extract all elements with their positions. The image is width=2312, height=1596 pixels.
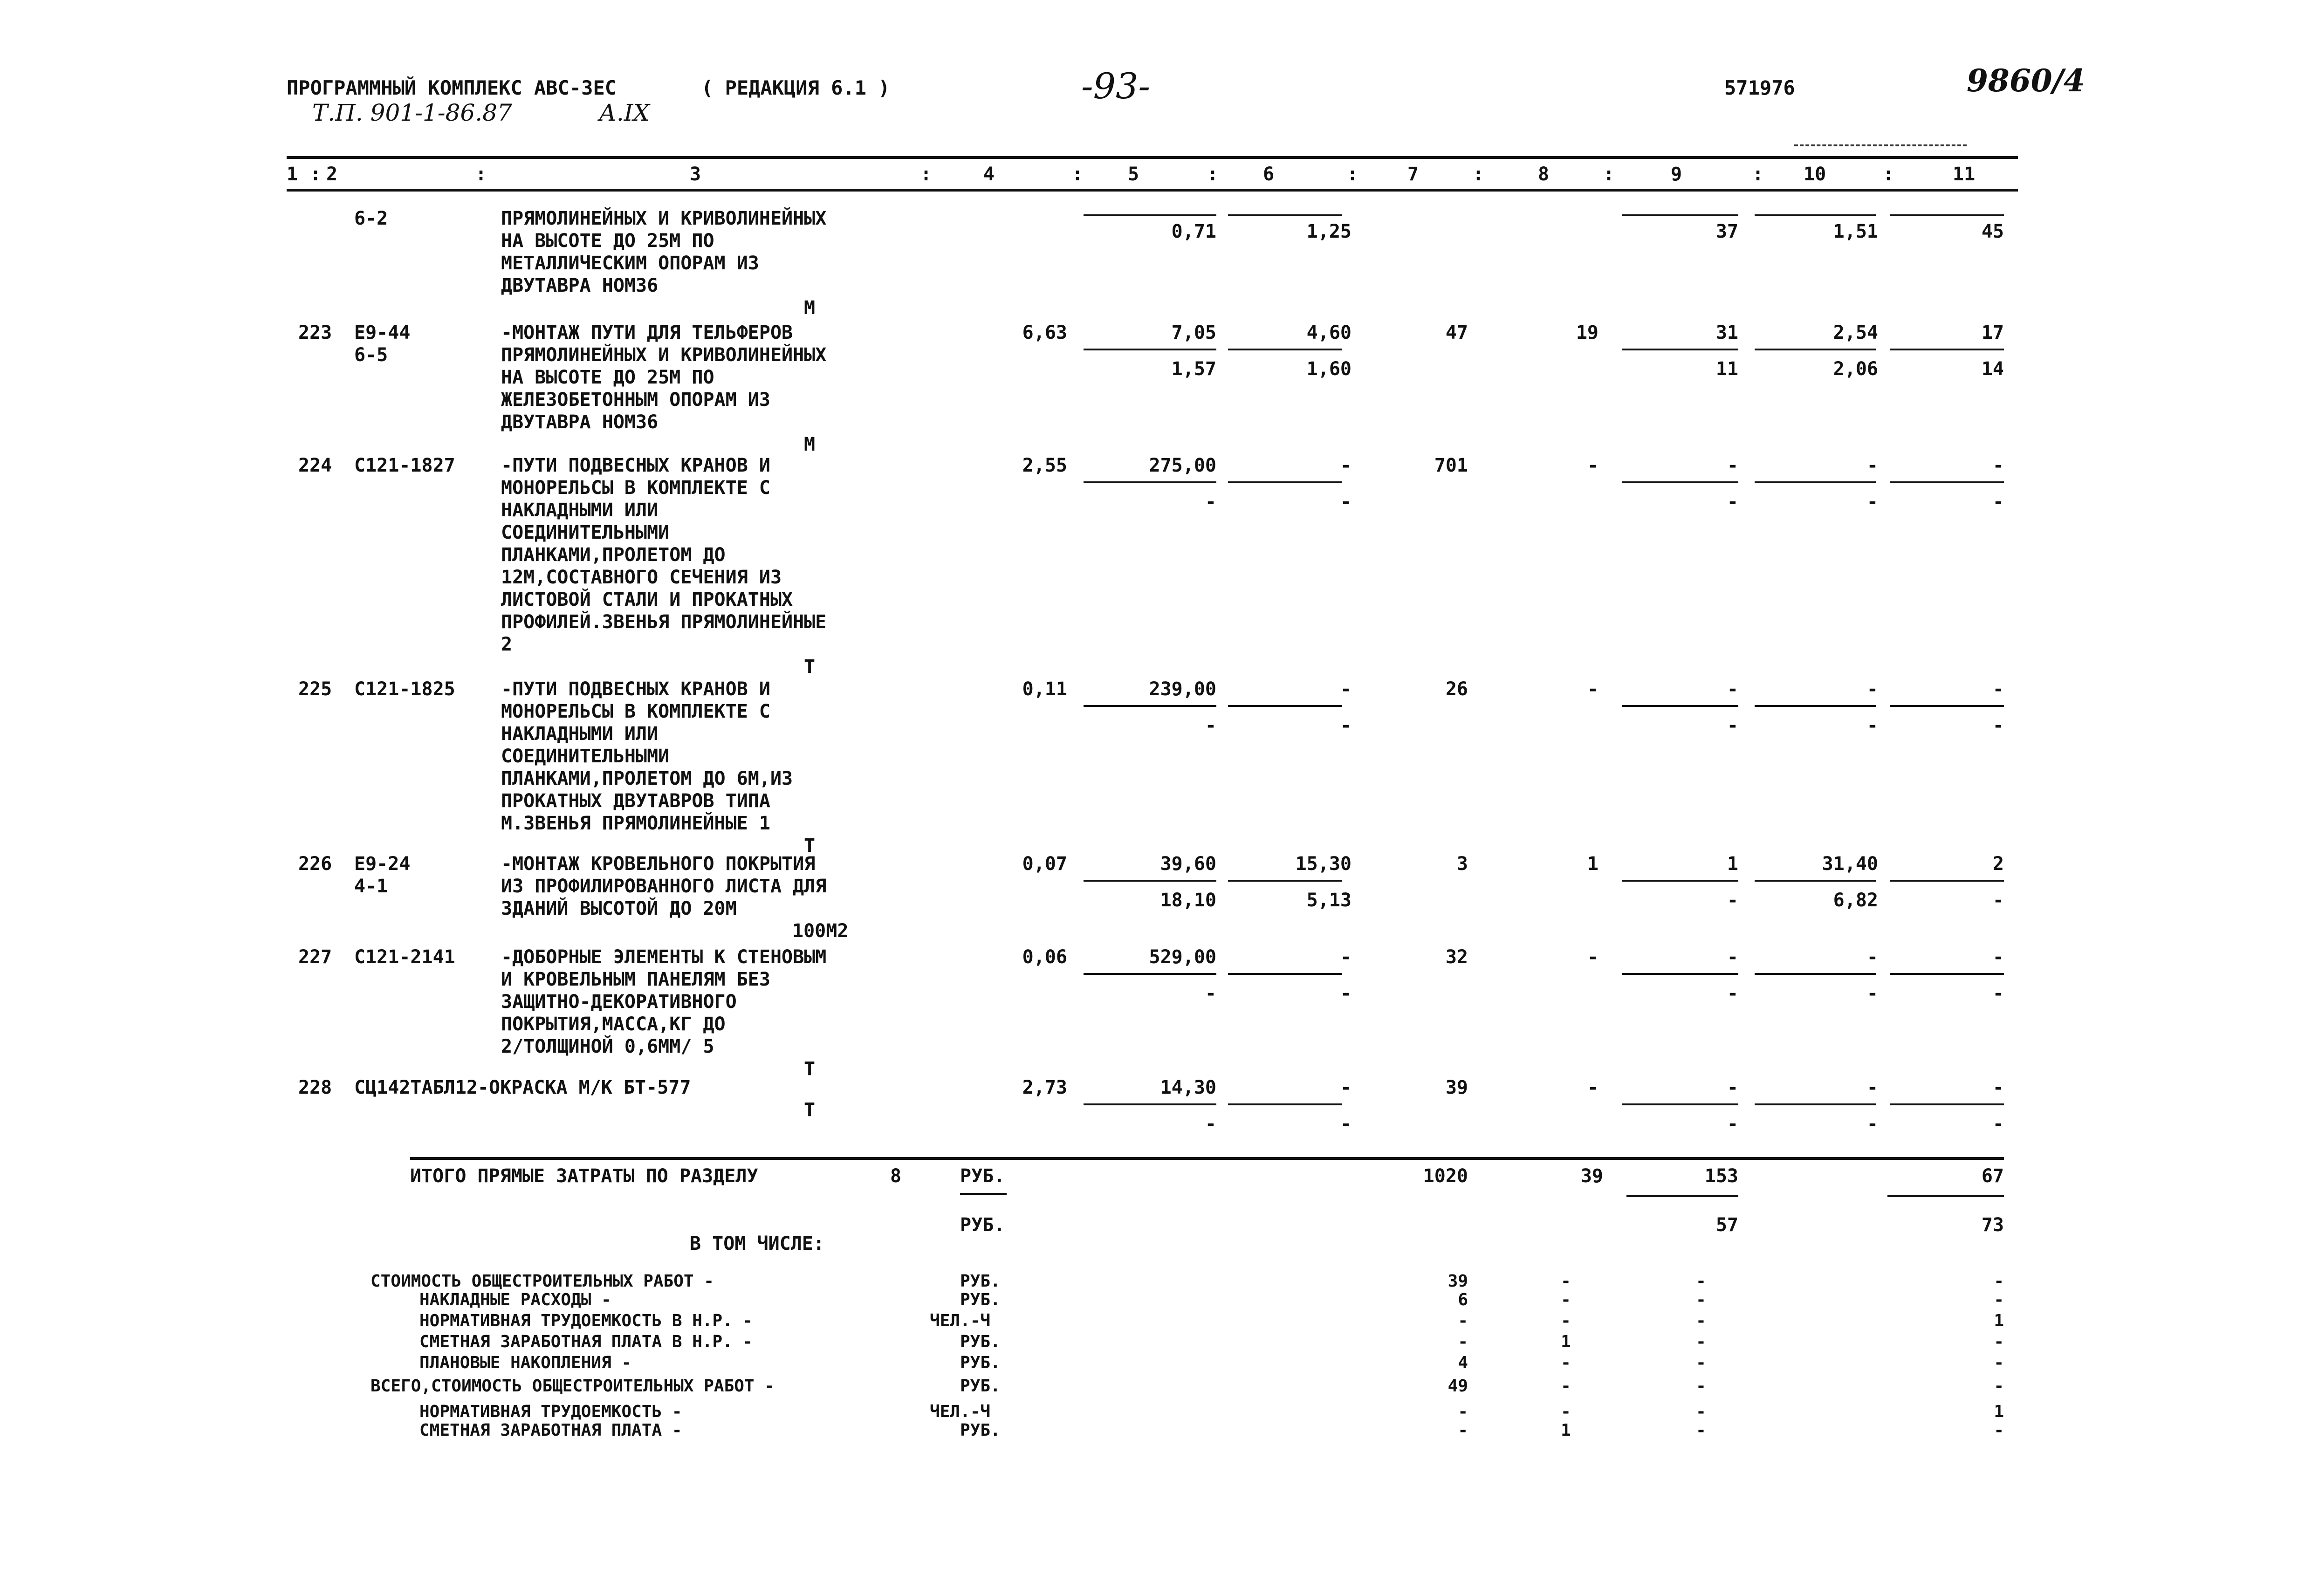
- row-value-c7: 3: [1456, 853, 1468, 875]
- summary-col7: -: [1458, 1332, 1468, 1351]
- row-rule-11: [1890, 1103, 2004, 1105]
- row-code: СЦ142ТАБЛ12-ОКРАСКА М/К БТ-577: [354, 1077, 691, 1098]
- row-bottom-5: 1,57: [1171, 358, 1216, 380]
- row-rule-10: [1755, 481, 1876, 483]
- row-value-c4: 6,63: [1022, 322, 1067, 343]
- row-bottom-11: 45: [1981, 221, 2004, 242]
- row-value-c10: 31,40: [1822, 853, 1878, 875]
- row-bottom-6: -: [1340, 491, 1352, 513]
- row-value-c9: -: [1727, 1077, 1738, 1098]
- row-value-c6: -: [1340, 1077, 1352, 1098]
- row-value-c8: -: [1587, 455, 1599, 476]
- handwritten-stamp: 9860/4: [1967, 62, 2085, 99]
- row-bottom-11: -: [1992, 983, 2004, 1004]
- total-col8: 39: [1580, 1165, 1603, 1187]
- total-unit-2: РУБ.: [960, 1214, 1005, 1236]
- row-bottom-11: 14: [1981, 358, 2004, 380]
- row-description-line: -ПУТИ ПОДВЕСНЫХ КРАНОВ И: [501, 455, 770, 476]
- summary-unit: ЧЕЛ.-Ч: [930, 1402, 991, 1421]
- row-description-line: ЖЕЛЕЗОБЕТОННЫМ ОПОРАМ ИЗ: [501, 389, 770, 411]
- row-value-c11: -: [1992, 1077, 2004, 1098]
- summary-col8: 1: [1561, 1421, 1571, 1440]
- row-unit: М: [804, 297, 816, 319]
- row-bottom-10: 6,82: [1833, 890, 1878, 911]
- row-value-c6: -: [1340, 946, 1352, 968]
- row-description-line: ПЛАНКАМИ,ПРОЛЕТОМ ДО 6М,ИЗ: [501, 768, 793, 789]
- header-top-dashes: [1794, 144, 1967, 146]
- row-number: 227: [298, 946, 332, 968]
- summary-label: СМЕТНАЯ ЗАРАБОТНАЯ ПЛАТА -: [419, 1421, 682, 1440]
- row-bottom-11: -: [1992, 890, 2004, 911]
- row-rule-9: [1622, 973, 1738, 975]
- row-description-line: ЛИСТОВОЙ СТАЛИ И ПРОКАТНЫХ: [501, 589, 793, 610]
- row-rule-9: [1622, 880, 1738, 882]
- summary-col11: -: [1994, 1421, 2004, 1440]
- row-description-line: ЗДАНИЙ ВЫСОТОЙ ДО 20М: [501, 898, 737, 919]
- row-rule-5: [1084, 973, 1216, 975]
- column-header-11: 11: [1953, 164, 1976, 185]
- row-description-line: 2: [501, 634, 513, 655]
- row-value-c10: -: [1866, 1077, 1878, 1098]
- row-code: 6-2: [354, 208, 388, 229]
- column-separator: :: [1473, 164, 1484, 185]
- row-value-c11: -: [1992, 678, 2004, 700]
- row-rule-11: [1890, 880, 2004, 882]
- row-description-line: ПЛАНКАМИ,ПРОЛЕТОМ ДО: [501, 544, 726, 566]
- summary-col9: -: [1696, 1272, 1706, 1291]
- column-separator: :: [310, 164, 322, 185]
- row-number: 224: [298, 455, 332, 476]
- row-rule-5: [1084, 880, 1216, 882]
- row-value-c4: 0,06: [1022, 946, 1067, 968]
- row-rule-5: [1084, 214, 1216, 216]
- row-value-c8: -: [1587, 678, 1599, 700]
- total-col9-bottom: 57: [1715, 1214, 1738, 1236]
- column-header-3: 3: [690, 164, 701, 185]
- edition-label: ( РЕДАКЦИЯ 6.1 ): [701, 76, 890, 99]
- row-bottom-5: 18,10: [1160, 890, 1216, 911]
- column-separator: :: [1347, 164, 1358, 185]
- row-description-line: ИЗ ПРОФИЛИРОВАННОГО ЛИСТА ДЛЯ: [501, 876, 827, 897]
- row-description-line: -ДОБОРНЫЕ ЭЛЕМЕНТЫ К СТЕНОВЫМ: [501, 946, 827, 968]
- summary-unit: РУБ.: [960, 1377, 1001, 1396]
- row-rule-11: [1890, 349, 2004, 350]
- row-rule-6: [1228, 1103, 1342, 1105]
- including-label: В ТОМ ЧИСЛЕ:: [690, 1233, 824, 1254]
- row-rule-10: [1755, 705, 1876, 707]
- row-description-line: НА ВЫСОТЕ ДО 25М ПО: [501, 230, 714, 252]
- summary-label: НОРМАТИВНАЯ ТРУДОЕМКОСТЬ -: [419, 1402, 682, 1421]
- summary-col8: -: [1561, 1290, 1571, 1309]
- summary-col8: -: [1561, 1377, 1571, 1396]
- row-value-c8: 19: [1576, 322, 1599, 343]
- row-value-c5: 239,00: [1149, 678, 1216, 700]
- summary-col8: -: [1561, 1353, 1571, 1372]
- total-col7: 1020: [1423, 1165, 1468, 1187]
- row-description-line: МЕТАЛЛИЧЕСКИМ ОПОРАМ ИЗ: [501, 253, 759, 274]
- summary-col7: 49: [1448, 1377, 1468, 1396]
- row-bottom-10: -: [1866, 983, 1878, 1004]
- row-bottom-5: 0,71: [1171, 221, 1216, 242]
- row-description-line: ПРОКАТНЫХ ДВУТАВРОВ ТИПА: [501, 790, 770, 812]
- row-value-c4: 0,11: [1022, 678, 1067, 700]
- row-rule-11: [1890, 705, 2004, 707]
- column-separator: :: [1207, 164, 1219, 185]
- row-rule-9: [1622, 1103, 1738, 1105]
- row-bottom-9: 11: [1715, 358, 1738, 380]
- row-description-line: 2/ТОЛЩИНОЙ 0,6ММ/ 5: [501, 1036, 714, 1057]
- row-rule-5: [1084, 705, 1216, 707]
- summary-col9: -: [1696, 1290, 1706, 1309]
- summary-col9: -: [1696, 1353, 1706, 1372]
- column-separator: :: [1603, 164, 1615, 185]
- column-separator: :: [1072, 164, 1084, 185]
- total-col9: 153: [1704, 1165, 1738, 1187]
- header-top-rule: [287, 156, 2018, 159]
- row-rule-9: [1622, 214, 1738, 216]
- summary-col11: -: [1994, 1353, 2004, 1372]
- row-value-c4: 2,55: [1022, 455, 1067, 476]
- row-bottom-6: -: [1340, 983, 1352, 1004]
- summary-col11: -: [1994, 1377, 2004, 1396]
- summary-unit: РУБ.: [960, 1290, 1001, 1309]
- row-description-line: -ПУТИ ПОДВЕСНЫХ КРАНОВ И: [501, 678, 770, 700]
- row-rule-6: [1228, 705, 1342, 707]
- summary-label: ВСЕГО,СТОИМОСТЬ ОБЩЕСТРОИТЕЛЬНЫХ РАБОТ -: [370, 1377, 775, 1396]
- column-separator: :: [1883, 164, 1894, 185]
- row-description-line: НАКЛАДНЫМИ ИЛИ: [501, 723, 659, 745]
- row-description-line: ДВУТАВРА НОМ36: [501, 411, 659, 433]
- row-value-c4: 2,73: [1022, 1077, 1067, 1098]
- row-unit: Т: [804, 1099, 816, 1121]
- row-code: С121-1825: [354, 678, 455, 700]
- row-bottom-6: -: [1340, 1113, 1352, 1135]
- row-description-line: М.ЗВЕНЬЯ ПРЯМОЛИНЕЙНЫЕ 1: [501, 813, 770, 834]
- summary-col11: -: [1994, 1332, 2004, 1351]
- row-code: Е9-44 6-5: [354, 322, 411, 366]
- row-rule-11: [1890, 481, 2004, 483]
- row-value-c7: 26: [1445, 678, 1468, 700]
- row-value-c7: 32: [1445, 946, 1468, 968]
- total-col9-rule: [1626, 1195, 1738, 1197]
- row-number: 225: [298, 678, 332, 700]
- row-rule-10: [1755, 349, 1876, 350]
- row-value-c11: 2: [1992, 853, 2004, 875]
- row-bottom-6: -: [1340, 715, 1352, 736]
- row-bottom-10: 2,06: [1833, 358, 1878, 380]
- column-header-6: 6: [1263, 164, 1275, 185]
- row-value-c7: 39: [1445, 1077, 1468, 1098]
- summary-label: ПЛАНОВЫЕ НАКОПЛЕНИЯ -: [419, 1353, 632, 1372]
- row-unit: Т: [804, 656, 816, 678]
- row-rule-11: [1890, 973, 2004, 975]
- row-bottom-9: 37: [1715, 221, 1738, 242]
- row-rule-9: [1622, 705, 1738, 707]
- row-description-line: МОНОРЕЛЬСЫ В КОМПЛЕКТЕ С: [501, 477, 770, 499]
- summary-col8: -: [1561, 1311, 1571, 1330]
- row-number: 226: [298, 853, 332, 875]
- row-description-line: ПРЯМОЛИНЕЙНЫХ И КРИВОЛИНЕЙНЫХ: [501, 208, 827, 229]
- column-separator: :: [1752, 164, 1764, 185]
- total-col11-rule: [1887, 1195, 2004, 1197]
- column-header-2: 2: [326, 164, 338, 185]
- row-description-line: ДВУТАВРА НОМ36: [501, 275, 659, 296]
- row-value-c5: 39,60: [1160, 853, 1216, 875]
- summary-col8: -: [1561, 1402, 1571, 1421]
- doc-code: 571976: [1724, 76, 1795, 99]
- row-value-c10: -: [1866, 455, 1878, 476]
- row-unit: М: [804, 434, 816, 455]
- summary-unit: РУБ.: [960, 1353, 1001, 1372]
- row-unit: 100М2: [792, 920, 849, 942]
- row-rule-5: [1084, 349, 1216, 350]
- row-value-c6: 4,60: [1306, 322, 1352, 343]
- row-bottom-5: -: [1205, 715, 1216, 736]
- total-section: 8: [890, 1165, 902, 1187]
- summary-col9: -: [1696, 1421, 1706, 1440]
- row-bottom-11: -: [1992, 1113, 2004, 1135]
- summary-col7: 6: [1458, 1290, 1468, 1309]
- total-top-rule: [410, 1157, 2004, 1160]
- row-description-line: ПОКРЫТИЯ,МАССА,КГ ДО: [501, 1014, 726, 1035]
- row-bottom-10: 1,51: [1833, 221, 1878, 242]
- row-bottom-9: -: [1727, 715, 1738, 736]
- row-rule-10: [1755, 973, 1876, 975]
- project-code: Т.П. 901-1-86.87: [312, 99, 512, 126]
- row-value-c7: 47: [1445, 322, 1468, 343]
- column-header-10: 10: [1804, 164, 1826, 185]
- summary-unit: ЧЕЛ.-Ч: [930, 1311, 991, 1330]
- summary-col11: -: [1994, 1272, 2004, 1291]
- row-value-c6: -: [1340, 678, 1352, 700]
- total-col11: 67: [1981, 1165, 2004, 1187]
- row-value-c5: 7,05: [1171, 322, 1216, 343]
- row-value-c9: 31: [1715, 322, 1738, 343]
- summary-col11: 1: [1994, 1402, 2004, 1421]
- row-rule-10: [1755, 880, 1876, 882]
- total-col11-bottom: 73: [1981, 1214, 2004, 1236]
- row-value-c5: 529,00: [1149, 946, 1216, 968]
- row-code: С121-1827: [354, 455, 455, 476]
- total-unit: РУБ.: [960, 1165, 1005, 1187]
- row-description-line: 12М,СОСТАВНОГО СЕЧЕНИЯ ИЗ: [501, 567, 782, 588]
- column-header-7: 7: [1407, 164, 1419, 185]
- row-value-c9: -: [1727, 455, 1738, 476]
- summary-col7: -: [1458, 1421, 1468, 1440]
- row-description-line: ПРЯМОЛИНЕЙНЫХ И КРИВОЛИНЕЙНЫХ: [501, 344, 827, 366]
- row-rule-6: [1228, 880, 1342, 882]
- row-description-line: -МОНТАЖ КРОВЕЛЬНОГО ПОКРЫТИЯ: [501, 853, 816, 875]
- row-value-c11: -: [1992, 946, 2004, 968]
- row-value-c6: -: [1340, 455, 1352, 476]
- summary-col7: -: [1458, 1311, 1468, 1330]
- row-value-c10: 2,54: [1833, 322, 1878, 343]
- row-unit: Т: [804, 835, 816, 856]
- summary-col9: -: [1696, 1332, 1706, 1351]
- row-bottom-6: 5,13: [1306, 890, 1352, 911]
- row-description-line: ЗАЩИТНО-ДЕКОРАТИВНОГО: [501, 991, 737, 1013]
- total-unit-rule: [960, 1193, 1007, 1195]
- row-value-c5: 275,00: [1149, 455, 1216, 476]
- summary-unit: РУБ.: [960, 1272, 1001, 1291]
- row-value-c8: -: [1587, 1077, 1599, 1098]
- summary-col7: 39: [1448, 1272, 1468, 1291]
- summary-label: СМЕТНАЯ ЗАРАБОТНАЯ ПЛАТА В Н.Р. -: [419, 1332, 753, 1351]
- summary-col9: -: [1696, 1377, 1706, 1396]
- row-code: Е9-24 4-1: [354, 853, 411, 897]
- header-bottom-rule: [287, 189, 2018, 192]
- column-header-1: 1: [287, 164, 298, 185]
- summary-label: НАКЛАДНЫЕ РАСХОДЫ -: [419, 1290, 611, 1309]
- row-bottom-9: -: [1727, 983, 1738, 1004]
- summary-col11: -: [1994, 1290, 2004, 1309]
- row-value-c5: 14,30: [1160, 1077, 1216, 1098]
- column-header-4: 4: [983, 164, 995, 185]
- row-bottom-10: -: [1866, 715, 1878, 736]
- summary-col9: -: [1696, 1402, 1706, 1421]
- summary-unit: РУБ.: [960, 1332, 1001, 1351]
- row-value-c10: -: [1866, 678, 1878, 700]
- row-description-line: НА ВЫСОТЕ ДО 25М ПО: [501, 367, 714, 388]
- summary-col11: 1: [1994, 1311, 2004, 1330]
- row-rule-10: [1755, 1103, 1876, 1105]
- row-value-c4: 0,07: [1022, 853, 1067, 875]
- row-bottom-6: 1,60: [1306, 358, 1352, 380]
- row-bottom-6: 1,25: [1306, 221, 1352, 242]
- column-header-5: 5: [1128, 164, 1139, 185]
- summary-col8: -: [1561, 1272, 1571, 1291]
- row-bottom-9: -: [1727, 890, 1738, 911]
- album-label: А.IX: [599, 99, 650, 126]
- column-separator: :: [475, 164, 487, 185]
- summary-col7: 4: [1458, 1353, 1468, 1372]
- row-rule-6: [1228, 481, 1342, 483]
- total-label: ИТОГО ПРЯМЫЕ ЗАТРАТЫ ПО РАЗДЕЛУ: [410, 1165, 758, 1187]
- program-title: ПРОГРАММНЫЙ КОМПЛЕКС АВС-3ЕС: [287, 76, 617, 99]
- page-number: -93-: [1081, 65, 1151, 107]
- row-bottom-5: -: [1205, 491, 1216, 513]
- row-value-c11: -: [1992, 455, 2004, 476]
- row-code: С121-2141: [354, 946, 455, 968]
- summary-unit: РУБ.: [960, 1421, 1001, 1440]
- row-rule-5: [1084, 1103, 1216, 1105]
- row-value-c8: 1: [1587, 853, 1599, 875]
- row-rule-9: [1622, 481, 1738, 483]
- row-description-line: ПРОФИЛЕЙ.ЗВЕНЬЯ ПРЯМОЛИНЕЙНЫЕ: [501, 611, 827, 633]
- row-description-line: -МОНТАЖ ПУТИ ДЛЯ ТЕЛЬФЕРОВ: [501, 322, 793, 343]
- summary-label: НОРМАТИВНАЯ ТРУДОЕМКОСТЬ В Н.Р. -: [419, 1311, 753, 1330]
- row-rule-11: [1890, 214, 2004, 216]
- column-header-9: 9: [1671, 164, 1682, 185]
- row-value-c9: -: [1727, 946, 1738, 968]
- row-value-c6: 15,30: [1295, 853, 1352, 875]
- row-description-line: И КРОВЕЛЬНЫМ ПАНЕЛЯМ БЕЗ: [501, 969, 770, 990]
- row-bottom-5: -: [1205, 983, 1216, 1004]
- row-bottom-9: -: [1727, 491, 1738, 513]
- row-value-c9: -: [1727, 678, 1738, 700]
- row-bottom-10: -: [1866, 1113, 1878, 1135]
- row-value-c11: 17: [1981, 322, 2004, 343]
- column-separator: :: [920, 164, 932, 185]
- row-description-line: МОНОРЕЛЬСЫ В КОМПЛЕКТЕ С: [501, 701, 770, 722]
- row-number: 228: [298, 1077, 332, 1098]
- summary-col8: 1: [1561, 1332, 1571, 1351]
- row-rule-6: [1228, 973, 1342, 975]
- row-rule-6: [1228, 214, 1342, 216]
- row-bottom-11: -: [1992, 715, 2004, 736]
- row-bottom-10: -: [1866, 491, 1878, 513]
- row-unit: Т: [804, 1058, 816, 1080]
- row-description-line: СОЕДИНИТЕЛЬНЫМИ: [501, 522, 670, 543]
- row-rule-9: [1622, 349, 1738, 350]
- row-value-c9: 1: [1727, 853, 1738, 875]
- column-header-8: 8: [1538, 164, 1550, 185]
- row-bottom-11: -: [1992, 491, 2004, 513]
- row-value-c7: 701: [1434, 455, 1468, 476]
- row-description-line: НАКЛАДНЫМИ ИЛИ: [501, 500, 659, 521]
- summary-col9: -: [1696, 1311, 1706, 1330]
- row-rule-6: [1228, 349, 1342, 350]
- row-rule-5: [1084, 481, 1216, 483]
- row-bottom-9: -: [1727, 1113, 1738, 1135]
- row-description-line: СОЕДИНИТЕЛЬНЫМИ: [501, 746, 670, 767]
- row-rule-10: [1755, 214, 1876, 216]
- row-value-c8: -: [1587, 946, 1599, 968]
- row-value-c10: -: [1866, 946, 1878, 968]
- summary-col7: -: [1458, 1402, 1468, 1421]
- row-number: 223: [298, 322, 332, 343]
- row-bottom-5: -: [1205, 1113, 1216, 1135]
- summary-label: СТОИМОСТЬ ОБЩЕСТРОИТЕЛЬНЫХ РАБОТ -: [370, 1272, 714, 1291]
